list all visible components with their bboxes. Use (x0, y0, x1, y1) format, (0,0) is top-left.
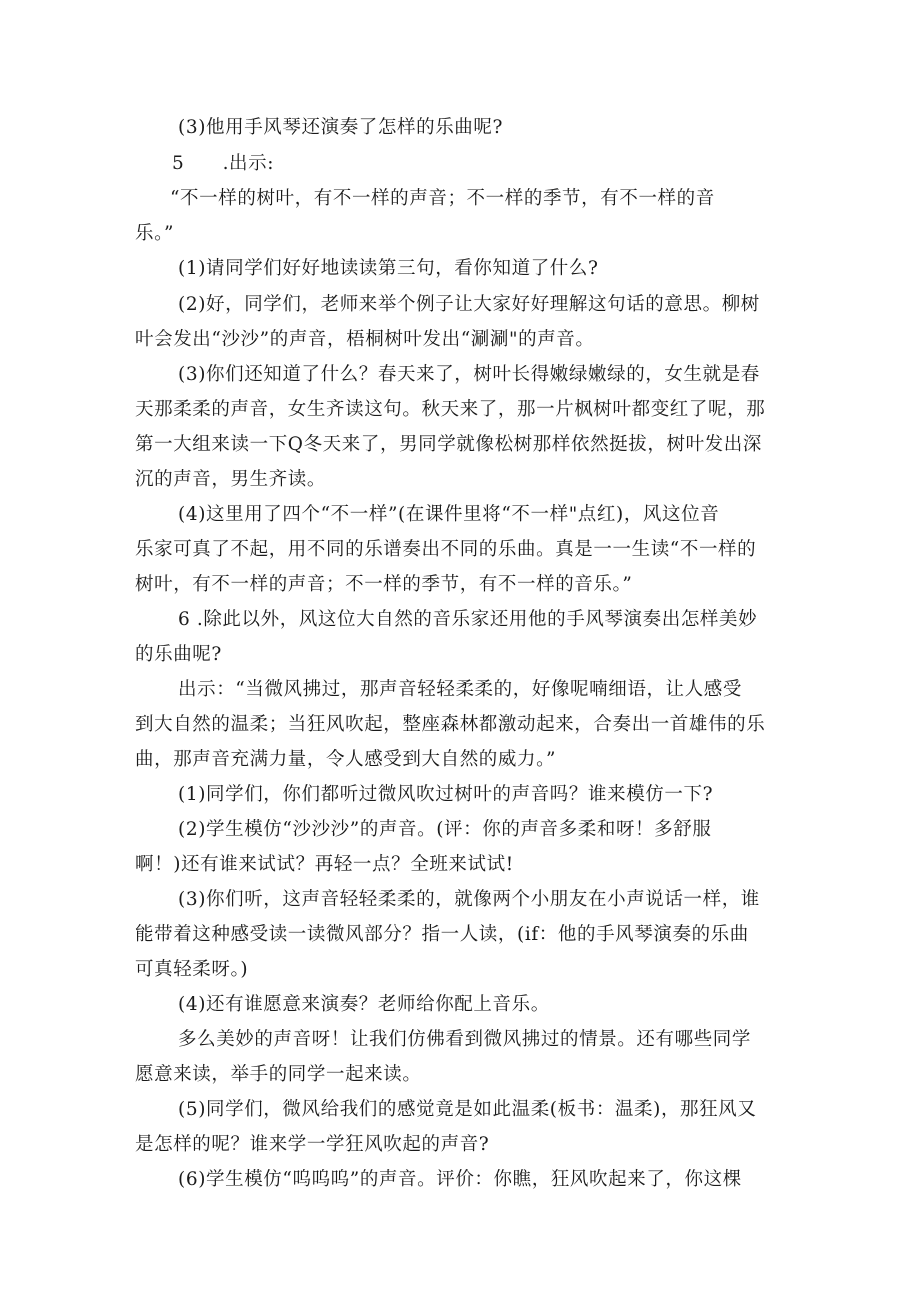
text-line: (3)你们听，这声音轻轻柔柔的，就像两个小朋友在小声说话一样，谁 (178, 889, 760, 910)
text-line: 天那柔柔的声音，女生齐读这句。秋天来了，那一片枫树叶都变红了呢，那 (135, 399, 766, 420)
text-line: (3)你们还知道了什么？春天来了，树叶长得嫩绿嫩绿的，女生就是春 (178, 364, 760, 385)
text-line: 啊！)还有谁来试试？再轻一点？全班来试试! (135, 854, 514, 875)
text-line: 可真轻柔呀。) (135, 959, 249, 980)
text-line: 第一大组来读一下Q冬天来了，男同学就像松树那样依然挺拔，树叶发出深 (135, 434, 762, 455)
text-line: 出示：“当微风拂过，那声音轻轻柔柔的，好像呢喃细语，让人感受 (178, 679, 742, 700)
text-line: (1)同学们，你们都听过微风吹过树叶的声音吗？谁来模仿一下? (178, 784, 714, 805)
text-line: 5 .出示: (172, 153, 275, 174)
text-line: 叶会发出“沙沙”的声音，梧桐树叶发出“涮涮"的声音。 (135, 329, 595, 350)
text-line: (6)学生模仿“呜呜呜”的声音。评价：你瞧，狂风吹起来了，你这棵 (178, 1169, 742, 1190)
text-line: (2)学生模仿“沙沙沙”的声音。(评：你的声音多柔和呀！多舒服 (178, 819, 712, 840)
text-line: (3)他用手风琴还演奏了怎样的乐曲呢? (178, 117, 504, 138)
text-line: 沉的声音，男生齐读。 (135, 469, 327, 490)
text-line: 的乐曲呢? (135, 644, 222, 665)
text-line: 乐家可真了不起，用不同的乐谱奏出不同的乐曲。真是一一生读“不一样的 (135, 539, 757, 560)
text-line: 能带着这种感受读一读微风部分？指一人读，(if：他的手风琴演奏的乐曲 (135, 924, 749, 945)
text-line: 曲，那声音充满力量，令人感受到大自然的威力。” (135, 749, 557, 770)
text-line: 乐。” (135, 223, 175, 244)
text-line: (5)同学们，微风给我们的感觉竟是如此温柔(板书：温柔)，那狂风又 (178, 1099, 757, 1120)
text-line: 愿意来读，举手的同学一起来读。 (135, 1064, 422, 1085)
text-line: 树叶，有不一样的声音；不一样的季节，有不一样的音乐。” (135, 574, 633, 595)
text-line: (4)这里用了四个“不一样”(在课件里将“不一样"点红)，风这位音 (178, 504, 720, 525)
text-line: “不一样的树叶，有不一样的声音；不一样的季节，有不一样的音 (170, 188, 715, 209)
text-line: (4)还有谁愿意来演奏？老师给你配上音乐。 (178, 994, 550, 1015)
text-line: (1)请同学们好好地读读第三句，看你知道了什么? (178, 258, 599, 279)
text-line: 多么美妙的声音呀！让我们仿佛看到微风拂过的情景。还有哪些同学 (178, 1029, 752, 1050)
text-line: (2)好，同学们，老师来举个例子让大家好好理解这句话的意思。柳树 (178, 294, 760, 315)
text-line: 到大自然的温柔；当狂风吹起，整座森林都激动起来，合奏出一首雄伟的乐 (135, 714, 766, 735)
text-line: 6 .除此以外，风这位大自然的音乐家还用他的手风琴演奏出怎样美妙 (178, 609, 758, 630)
text-line: 是怎样的呢？谁来学一学狂风吹起的声音? (135, 1134, 490, 1155)
